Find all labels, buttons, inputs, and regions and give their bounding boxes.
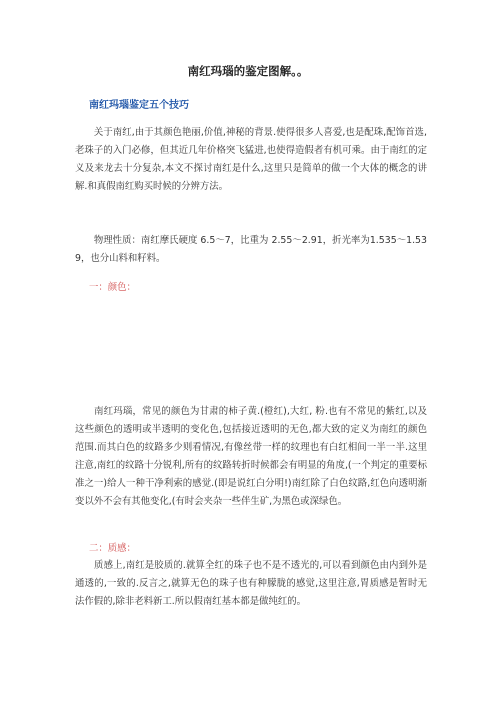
intro-paragraph: 关于南红,由于其颜色艳丽,价值,神秘的背景.使得很多人喜爱,也是配珠,配饰首选,老珠子的入门必修，但其近几年价格突飞猛进,也使得造假者有机可乘。由于南红的定义及来龙去十分复杂,本文不探讨南红是什么,这里只是简单的做一个大体的概念的讲解.和真假南红购买时候的分辨方法。 [75, 127, 427, 192]
document-title: 南红玛瑙的鉴定图解。。 [187, 64, 309, 78]
color-heading: 一：颜色： [89, 282, 136, 293]
section-subtitle: 南红玛瑙鉴定五个技巧 [89, 100, 189, 111]
color-paragraph: 南红玛瑙，常见的颜色为甘肃的柿子黄.(橙红),大红, 粉.也有不常见的紫红,以及这些颜色的透明或半透明的变化色,包括接近透明的无色,都大致的定义为南红的颜色范围.而其白色的纹路多少则看情况,有像丝带一样的纹理也有白红相间一半一半.这里注意,南红的纹路十分锐利,所有的纹路转折时候都会有明显的角度,(一个判定的重要标准之一)给人一种干净利索的感觉.(即是说红白分明!)南红除了白色纹路,红色向透明渐变以外不会有其他变化,(有时会夹杂一些伴生矿,为黑色或深绿色。 [75, 406, 427, 507]
texture-heading: 二：质感： [89, 543, 136, 554]
physical-properties-paragraph: 物理性质：南红摩氏硬度 6.5～7，比重为 2.55～2.91，折光率为1.535～1.539，也分山料和籽料。 [75, 235, 427, 264]
texture-paragraph: 质感上,南红是胶质的.就算全红的珠子也不是不透光的,可以看到颜色由内到外是通透的,一致的.反言之,就算无色的珠子也有种朦胧的感觉,这里注意,胃质感是暂时无法作假的,除非老料新工.所以假南红基本都是做纯红的。 [75, 560, 427, 607]
